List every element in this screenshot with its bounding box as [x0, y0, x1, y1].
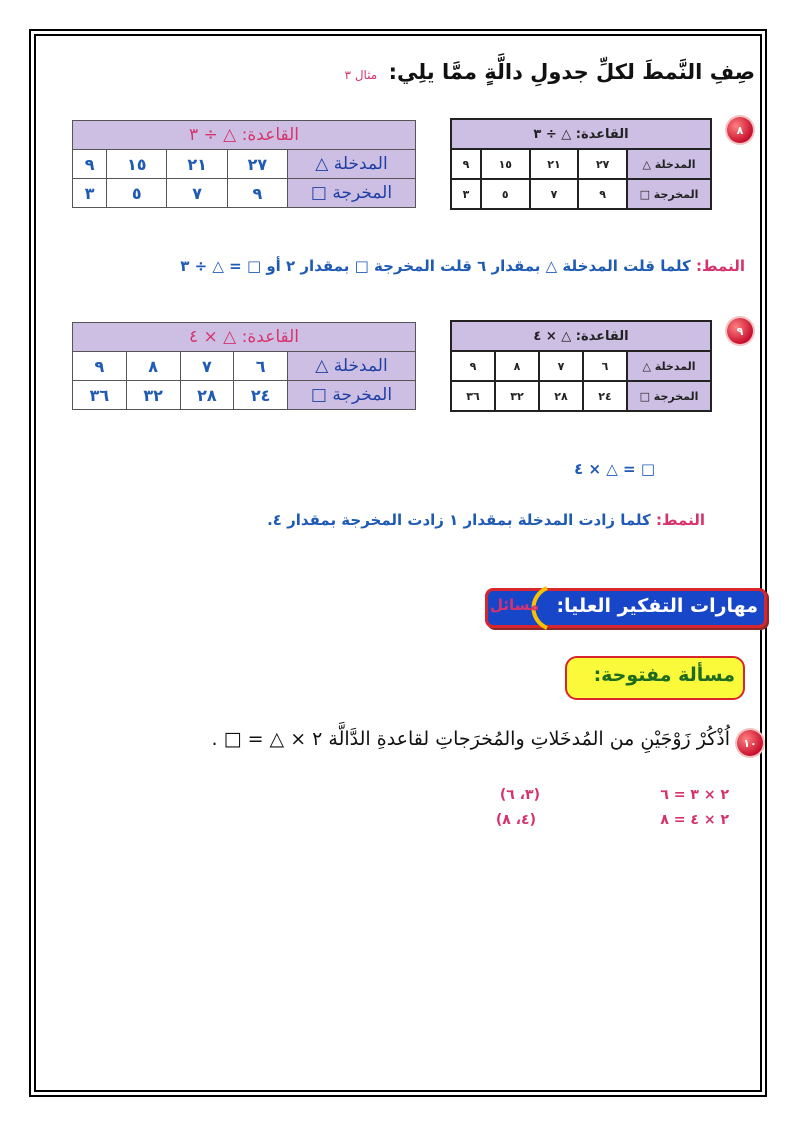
skills-tag: مسائل	[490, 596, 540, 614]
input-label: المدخلة △	[288, 150, 416, 179]
input-label: المدخلة △	[288, 352, 416, 381]
input-label: المدخلة △	[627, 149, 711, 179]
problem-9-equation: □ = △ × ٤	[574, 460, 655, 478]
problem-9-pattern	[267, 511, 705, 529]
output-label: المخرجة □	[627, 381, 711, 411]
output-label: المخرجة □	[627, 179, 711, 209]
input-label: المدخلة △	[627, 351, 711, 381]
problem-10-question: اُذْكُرْ زَوْجَيْنِ من المُدخَلاتِ والمُخرَجاتِ لقاعدةِ الدَّالَّة ٢ × △ = □ .	[211, 728, 730, 750]
answer-2-calc: ٢ × ٤ = ٨	[660, 812, 729, 828]
open-problem-title: مسألة مفتوحة:	[593, 664, 735, 686]
heading-text: صِفِ النَّمطَ لكلِّ جدولِ دالَّةٍ ممَّا يلِي:	[388, 60, 755, 84]
problem-10-badge: ١٠	[737, 730, 763, 756]
problem-8-badge: ٨	[727, 117, 753, 143]
section-heading	[345, 60, 755, 84]
problem-8-textbook-table: القاعدة: △ ÷ ٣ المدخلة △ ٢٧ ٢١ ١٥ ٩ المخرجة □ ٩ ٧ ٥ ٣	[450, 118, 712, 210]
pattern-label: النمط:	[695, 257, 745, 275]
output-label: المخرجة □	[288, 179, 416, 208]
output-label: المخرجة □	[288, 381, 416, 410]
problem-9-solution-table: القاعدة: △ × ٤ المدخلة △ ٦ ٧ ٨ ٩ المخرجة □ ٢٤ ٢٨ ٣٢ ٣٦	[72, 322, 416, 410]
answer-2-pair: (٤، ٨)	[495, 812, 536, 828]
problem-9-textbook-table: القاعدة: △ × ٤ المدخلة △ ٦ ٧ ٨ ٩ المخرجة □ ٢٤ ٢٨ ٣٢ ٣٦	[450, 320, 712, 412]
skills-title: مهارات التفكير العليا:	[556, 595, 758, 617]
answer-1-pair: (٣، ٦)	[499, 787, 540, 803]
table-rule: القاعدة: △ × ٤	[73, 323, 416, 352]
answer-1-calc: ٢ × ٣ = ٦	[660, 787, 729, 803]
table-rule: القاعدة: △ × ٤	[451, 321, 711, 351]
table-rule: القاعدة: △ ÷ ٣	[73, 121, 416, 150]
pattern-label: النمط:	[655, 511, 705, 529]
problem-9-badge: ٩	[727, 318, 753, 344]
problem-8-pattern	[180, 257, 745, 275]
table-rule: القاعدة: △ ÷ ٣	[451, 119, 711, 149]
pattern-text: كلما زادت المدخلة بمقدار ١ زادت المخرجة بمقدار ٤.	[267, 511, 651, 529]
problem-8-solution-table: القاعدة: △ ÷ ٣ المدخلة △ ٢٧ ٢١ ١٥ ٩ المخرجة □ ٩ ٧ ٥ ٣	[72, 120, 416, 208]
example-reference: مثال ٣	[344, 68, 378, 82]
pattern-text: كلما قلت المدخلة △ بمقدار ٦ قلت المخرجة □ بمقدار ٢ أو □ = △ ÷ ٣	[180, 257, 691, 275]
